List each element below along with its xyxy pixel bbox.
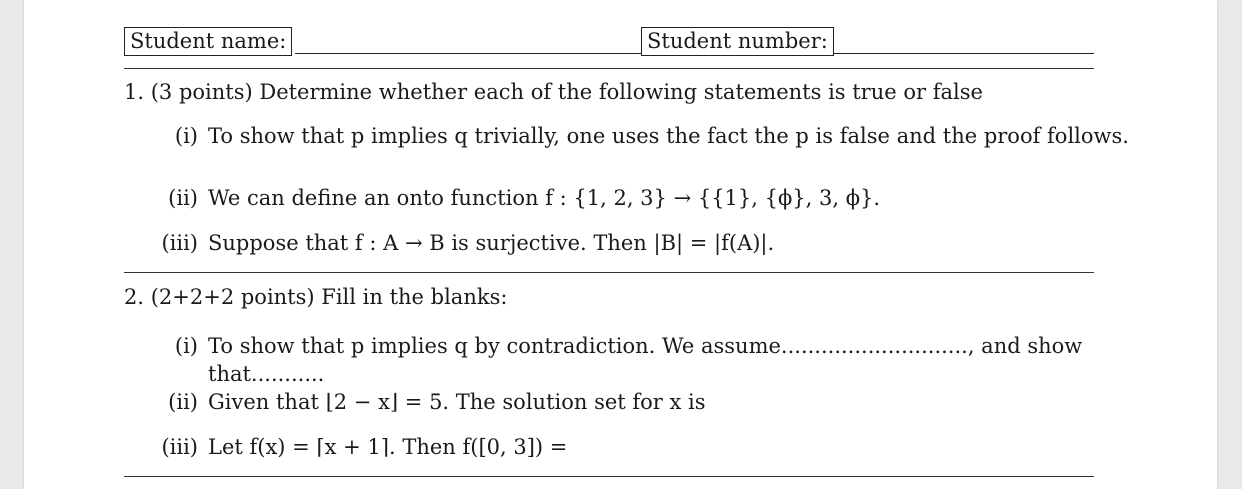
- student-number-label: Student number:: [641, 27, 834, 56]
- q2-item-1-continuation: that...........: [208, 362, 325, 386]
- q2-item-1-number: (i): [174, 334, 198, 358]
- header-rule: [124, 68, 1094, 69]
- exam-page: [24, 0, 1217, 489]
- q1-item-3-number: (iii): [161, 231, 198, 255]
- q1-rule: [124, 272, 1094, 273]
- student-number-blank[interactable]: [834, 53, 1094, 54]
- q1-item-3-text: Suppose that f : A → B is surjective. Then |B| = |f(A)|.: [208, 231, 775, 255]
- student-name-blank[interactable]: [295, 53, 641, 54]
- q2-rule: [124, 476, 1094, 477]
- q1-item-1-text: To show that p implies q trivially, one uses the fact the p is false and the proof follows.: [208, 124, 1129, 148]
- student-name-label: Student name:: [124, 27, 292, 56]
- q2-item-2-text: Given that ⌊2 − x⌋ = 5. The solution set for x is: [208, 390, 706, 414]
- q2-heading: 2. (2+2+2 points) Fill in the blanks:: [124, 285, 508, 309]
- q2-item-2-number: (ii): [168, 390, 198, 414]
- q1-item-2-number: (ii): [168, 186, 198, 210]
- q1-item-2-text: We can define an onto function f : {1, 2, 3} → {{1}, {ϕ}, 3, ϕ}.: [208, 186, 881, 210]
- q2-item-3-text: Let f(x) = ⌈x + 1⌉. Then f([0, 3]) =: [208, 435, 568, 459]
- q1-heading: 1. (3 points) Determine whether each of the following statements is true or false: [124, 80, 983, 104]
- q2-item-1-text: To show that p implies q by contradiction. We assume............................, and show: [208, 334, 1083, 358]
- q1-item-1-number: (i): [174, 124, 198, 148]
- q2-item-3-number: (iii): [161, 435, 198, 459]
